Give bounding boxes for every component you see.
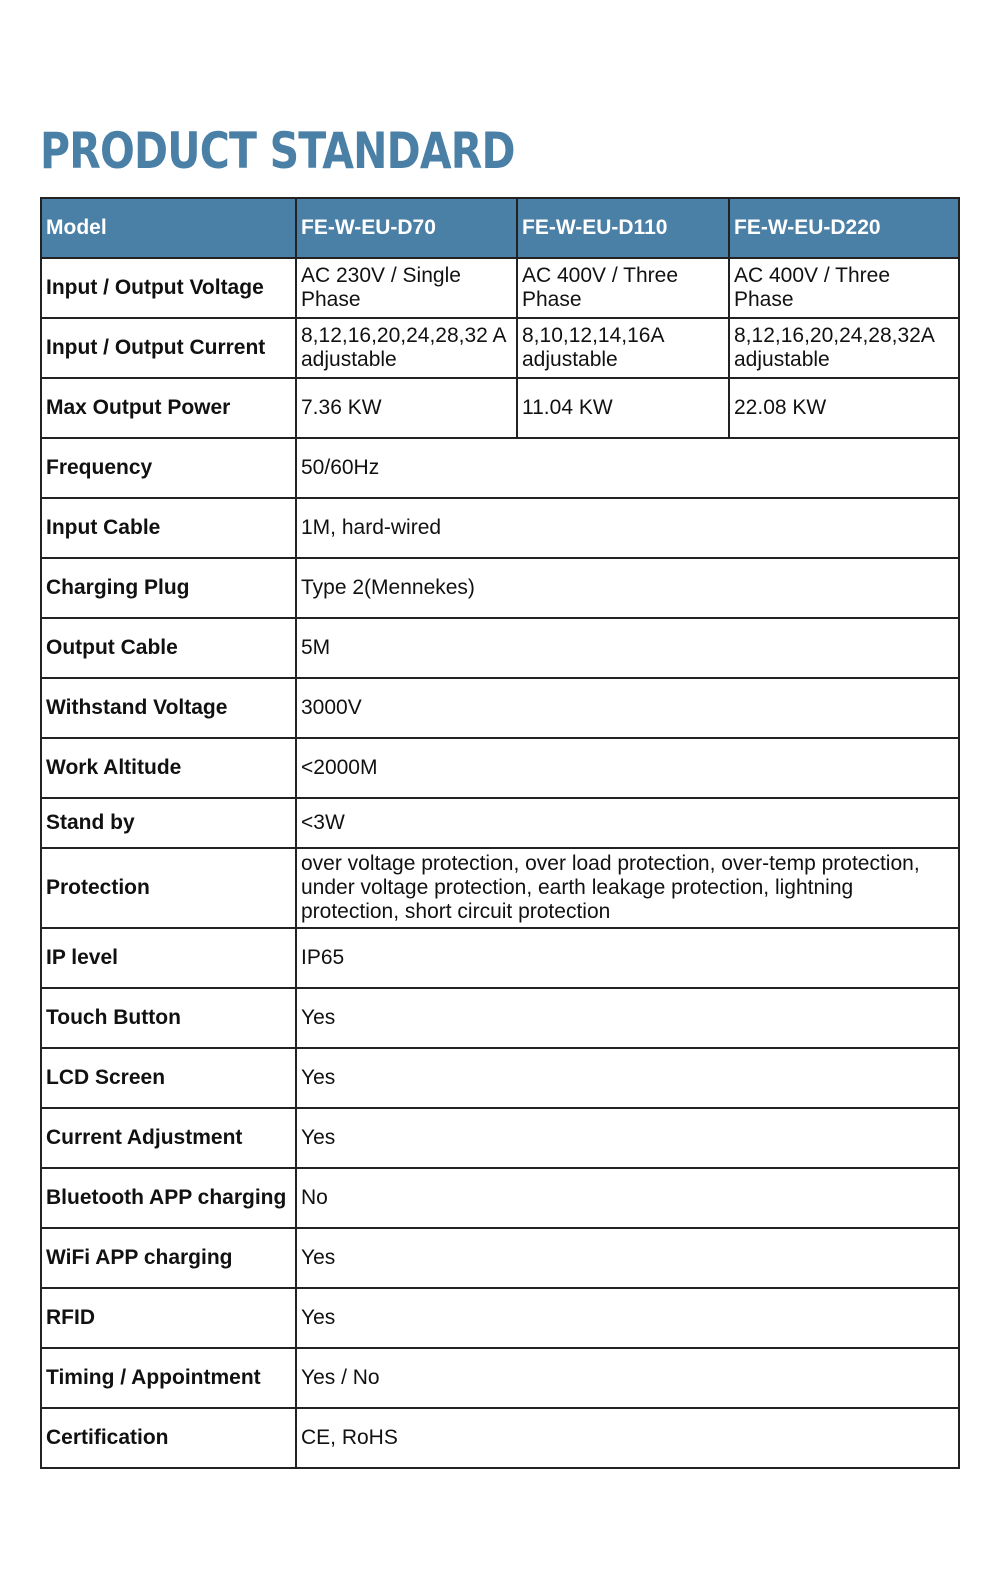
row-label: LCD Screen <box>41 1048 296 1108</box>
page-title: PRODUCT STANDARD <box>40 122 515 180</box>
row-value: <3W <box>296 798 959 848</box>
table-row <box>41 498 959 558</box>
table-row <box>41 988 959 1048</box>
row-value: No <box>296 1168 959 1228</box>
table-row <box>41 928 959 988</box>
row-label: Current Adjustment <box>41 1108 296 1168</box>
row-label: RFID <box>41 1288 296 1348</box>
header-model: FE-W-EU-D220 <box>729 198 959 258</box>
row-value: 3000V <box>296 678 959 738</box>
row-label: Timing / Appointment <box>41 1348 296 1408</box>
table-row <box>41 378 959 438</box>
row-value: 8,12,16,20,24,28,32 A adjustable <box>296 318 517 378</box>
row-value: 1M, hard-wired <box>296 498 959 558</box>
row-value: Yes <box>296 1048 959 1108</box>
row-value: 8,12,16,20,24,28,32A adjustable <box>729 318 959 378</box>
row-label: Bluetooth APP charging <box>41 1168 296 1228</box>
row-label: Charging Plug <box>41 558 296 618</box>
row-value: 11.04 KW <box>517 378 729 438</box>
row-label: Work Altitude <box>41 738 296 798</box>
table-row <box>41 678 959 738</box>
row-label: Withstand Voltage <box>41 678 296 738</box>
header-label: Model <box>41 198 296 258</box>
table-header-row <box>41 198 959 258</box>
row-label: Protection <box>41 848 296 928</box>
row-label: Max Output Power <box>41 378 296 438</box>
table-row <box>41 1048 959 1108</box>
row-label: Output Cable <box>41 618 296 678</box>
row-value: IP65 <box>296 928 959 988</box>
table-row <box>41 438 959 498</box>
row-value: AC 400V / Three Phase <box>729 258 959 318</box>
row-value: 50/60Hz <box>296 438 959 498</box>
row-value: Yes <box>296 1228 959 1288</box>
row-label: Input Cable <box>41 498 296 558</box>
row-value: 22.08 KW <box>729 378 959 438</box>
row-label: Frequency <box>41 438 296 498</box>
table-row <box>41 1168 959 1228</box>
table-row <box>41 1108 959 1168</box>
table-row <box>41 1228 959 1288</box>
row-value: Yes <box>296 1288 959 1348</box>
row-label: Stand by <box>41 798 296 848</box>
row-value: Yes <box>296 988 959 1048</box>
table-row <box>41 798 959 848</box>
row-value: AC 400V / Three Phase <box>517 258 729 318</box>
row-label: Input / Output Voltage <box>41 258 296 318</box>
row-label: IP level <box>41 928 296 988</box>
table-row <box>41 258 959 318</box>
row-value: 5M <box>296 618 959 678</box>
row-value: AC 230V / Single Phase <box>296 258 517 318</box>
table-row <box>41 1288 959 1348</box>
table-row <box>41 1408 959 1468</box>
row-value: over voltage protection, over load protection, over-temp protection, under voltage protection, earth leakage protection, lightning protection, short circuit protection <box>296 848 959 928</box>
row-label: Input / Output Current <box>41 318 296 378</box>
table-row <box>41 738 959 798</box>
table-row <box>41 1348 959 1408</box>
header-model: FE-W-EU-D110 <box>517 198 729 258</box>
table-row <box>41 848 959 928</box>
row-value: 8,10,12,14,16A adjustable <box>517 318 729 378</box>
row-value: Yes / No <box>296 1348 959 1408</box>
row-value: 7.36 KW <box>296 378 517 438</box>
table-row <box>41 558 959 618</box>
row-value: CE, RoHS <box>296 1408 959 1468</box>
row-value: Type 2(Mennekes) <box>296 558 959 618</box>
header-model: FE-W-EU-D70 <box>296 198 517 258</box>
row-label: Touch Button <box>41 988 296 1048</box>
row-value: Yes <box>296 1108 959 1168</box>
spec-table <box>40 197 960 1469</box>
row-label: Certification <box>41 1408 296 1468</box>
table-row <box>41 618 959 678</box>
table-row <box>41 318 959 378</box>
row-value: <2000M <box>296 738 959 798</box>
row-label: WiFi APP charging <box>41 1228 296 1288</box>
